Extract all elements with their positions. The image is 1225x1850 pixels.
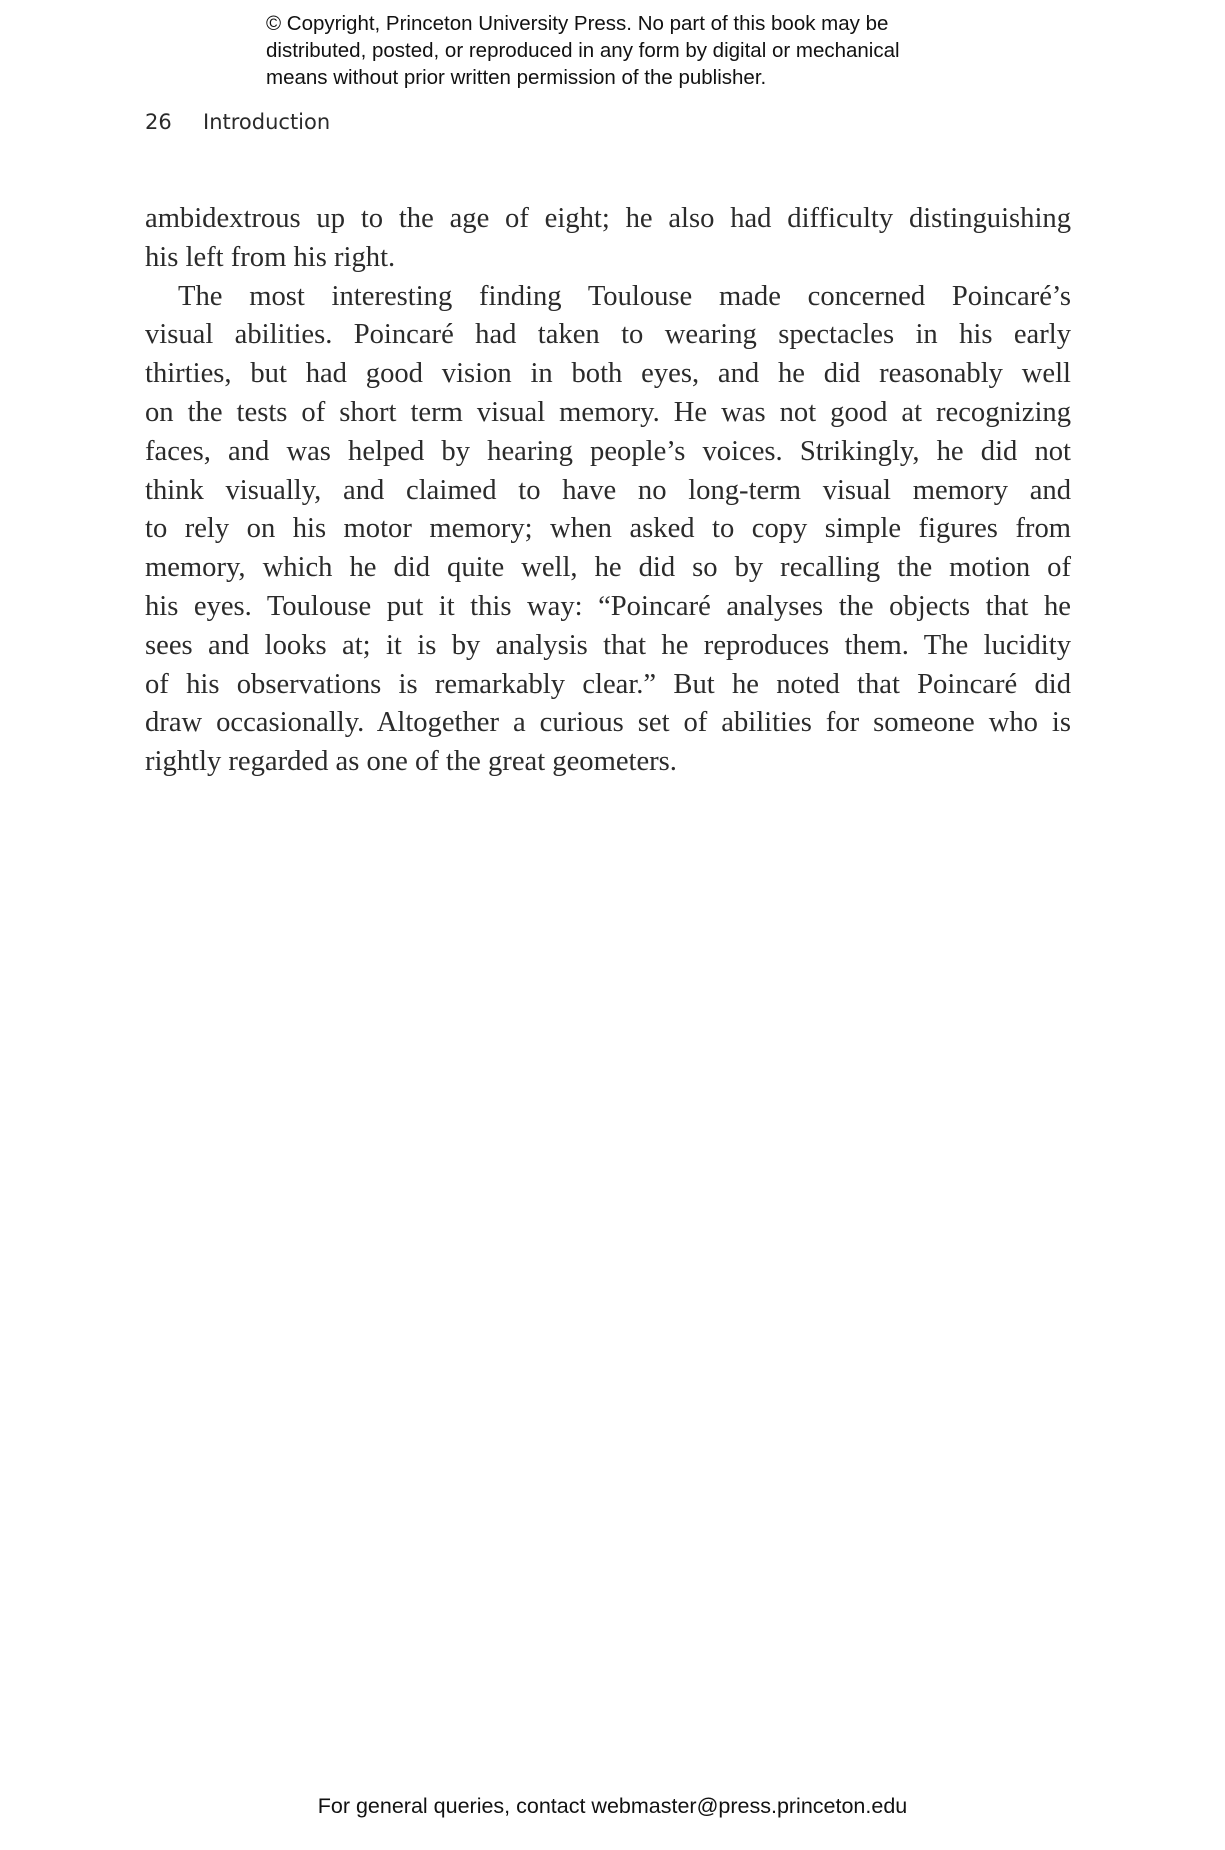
copyright-notice	[266, 10, 1026, 91]
text-line: faces, and was helped by hearing people’s voices. Strikingly, he did not	[145, 435, 1071, 467]
copyright-line: means without prior written permission of the publisher.	[266, 66, 767, 89]
text-line: rightly regarded as one of the great geometers.	[145, 746, 677, 778]
text-line: thirties, but had good vision in both eyes, and he did reasonably well	[145, 358, 1071, 390]
text-line: think visually, and claimed to have no long-term visual memory and	[145, 474, 1071, 506]
text-line: sees and looks at; it is by analysis that he reproduces them. The lucidity	[145, 629, 1071, 661]
copyright-line: distributed, posted, or reproduced in any form by digital or mechanical	[266, 39, 900, 62]
text-line: ambidextrous up to the age of eight; he also had difficulty distinguishing	[145, 203, 1071, 234]
text-line: The most interesting finding Toulouse made concerned Poincaré’s	[178, 280, 1071, 312]
text-line: draw occasionally. Altogether a curious set of abilities for someone who is	[145, 707, 1071, 739]
text-line: on the tests of short term visual memory. He was not good at recognizing	[145, 396, 1071, 428]
chapter-title: Introduction	[203, 110, 331, 134]
text-line: of his observations is remarkably clear.” But he noted that Poincaré did	[145, 668, 1071, 700]
page-number: 26	[145, 110, 172, 134]
running-head	[145, 110, 330, 134]
text-line: memory, which he did quite well, he did so by recalling the motion of	[145, 552, 1071, 584]
text-line: his left from his right.	[145, 241, 396, 273]
footer-contact: For general queries, contact webmaster@press.princeton.edu	[317, 1794, 908, 1818]
text-line: visual abilities. Poincaré had taken to wearing spectacles in his early	[145, 319, 1071, 351]
body-text	[145, 200, 1071, 782]
copyright-line: © Copyright, Princeton University Press. No part of this book may be	[266, 12, 889, 35]
text-line: his eyes. Toulouse put it this way: “Poincaré analyses the objects that he	[145, 590, 1071, 622]
text-line: to rely on his motor memory; when asked to copy simple figures from	[145, 513, 1071, 545]
